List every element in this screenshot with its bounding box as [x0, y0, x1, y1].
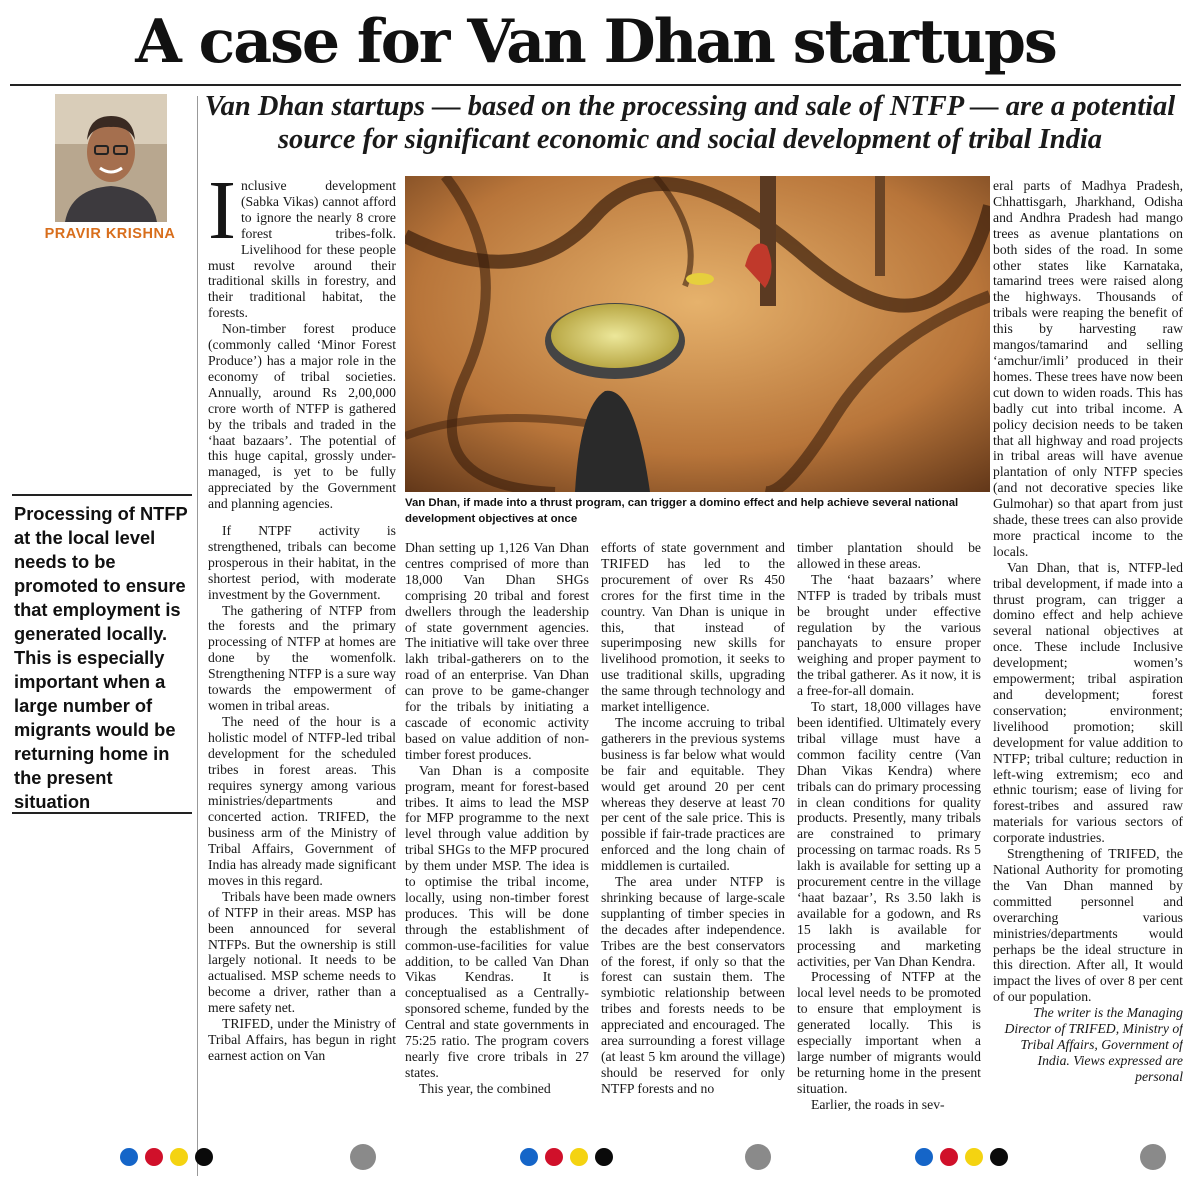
col5-paragraph-5: Earlier, the roads in sev- — [811, 1096, 945, 1112]
col4-paragraph-2: The income accruing to tribal gatherers in the previous systems business is far below what would be fair and equitable. They would get around 20 per cent whereas they deserve at least 70 per cent of the sale price. This is possible if fair-trade practices are enforced and the long chain of middlemen is curtailed. — [601, 714, 785, 874]
pull-quote: Processing of NTFP at the local level needs to be promoted to ensure that employment is generated locally. This is especially important when a large number of migrants would be returning home in the present situation — [14, 503, 188, 812]
col6-paragraph-1: eral parts of Madhya Pradesh, Chhattisgarh, Jharkhand, Odisha and Andhra Pradesh had mango trees as avenue plantations on both sides of the road. In some other states like Karnataka, tamarind trees were raised along the highways. Thousands of tribals were reaping the benefit of this by harvesting raw mangos/tamarind and selling ‘amchur/imli’ produced in their homes. These trees have now been cut down to widen roads. This has badly cut into tribal income. A policy decision needs to be taken that all highway and road projects in tribal areas will have avenue plantation of only NTFP species (and not decorative species like Gulmohar) so that apart from just shade, these trees can also provide more practical income to the locals. — [993, 178, 1183, 559]
article-column-1 — [208, 178, 396, 518]
article-column-6 — [993, 178, 1183, 1132]
registration-dot-blue — [520, 1148, 538, 1166]
registration-dot-red — [545, 1148, 563, 1166]
column-rule — [197, 96, 198, 1176]
col3-paragraph-2: Van Dhan is a composite program, meant for forest-based tribes. It aims to lead the MSP for MFP programme to the next level through value addition by tribal SHGs to the MFP procured by them under MSP. The idea is to optimise the tribal income, locally, using non-timber forest produces. This will be done through the establishment of common-use-facilities for value addition, to be called Van Dhan Vikas Kendras. It is conceptualised as a Centrally-sponsored scheme, funded by the Central and state governments in 75:25 ratio. The program covers nearly five crore tribals in 27 states. — [405, 762, 589, 1080]
article-column-4 — [601, 540, 785, 1132]
col4-paragraph-3: The area under NTFP is shrinking because of large-scale supplanting of timber species in the decades after independence. Tribes are the best conservators of the forest, if only so that the forest can sustain them. The symbiotic relationship between tribes and forests needs to be appreciated and encouraged. The area surrounding a forest village (at least 5 km around the village) should be reserved for only NTFP forests and no — [601, 874, 785, 1096]
article-column-5 — [797, 540, 981, 1132]
registration-dot-red — [145, 1148, 163, 1166]
drop-cap: I — [208, 178, 236, 257]
author-signoff: The writer is the Managing Director of TRIFED, Ministry of Tribal Affairs, Government of India. Views expressed are personal — [1004, 1005, 1183, 1084]
col2-paragraph-4: Tribals have been made owners of NTFP in their areas. MSP has been announced for several NTFPs. But the ownership is still largely notional. It needs to be actualised. MSP scheme needs to become a driver, rather than a mere safety net. — [208, 888, 396, 1016]
article-column-2 — [208, 523, 396, 1131]
col2-paragraph-1: If NTPF activity is strengthened, tribals can become prosperous in their habitat, in the shortest period, with moderate investment by the Government. — [208, 523, 396, 602]
col5-paragraph-3: To start, 18,000 villages have been identified. Ultimately every tribal village must have a common facility centre (Van Dhan Vikas Kendra) where tribals can do primary processing in clean conditions for quality products. Presently, many tribals are constrained to primary processing on tarmac roads. Rs 5 lakh is available for setting up a procurement centre in the village ‘haat bazaar’, Rs 3.50 lakh is available for a godown, and Rs 15 lakh is available for processing and marketing activities, per Van Dhan Kendra. — [797, 699, 981, 969]
col1-paragraph-2: Non-timber forest produce (commonly called ‘Minor Forest Produce’) has a major role in the economy of tribal societies. Annually, around Rs 2,00,000 crore worth of NTFP is gathered by the tribals and traded in the ‘haat bazaars’. The potential of this huge capital, grossly under-managed, is yet to be fully appreciated by the Government and planning agencies. — [208, 321, 396, 512]
registration-dot-yellow — [570, 1148, 588, 1166]
author-photo — [55, 94, 167, 222]
registration-dot-black — [990, 1148, 1008, 1166]
col1-paragraph-1: nclusive development (Sabka Vikas) cannot afford to ignore the nearly 8 crore forest tribes-folk. Livelihood for these people must revolve around their traditional skills in forestry, and their traditional habitat, the forests. — [208, 178, 396, 321]
col5-paragraph-4: Processing of NTFP at the local level needs to be promoted to ensure that employment is generated locally. This is especially important when a large number of migrants would be returning home in the present situation. — [797, 969, 981, 1096]
col6-paragraph-3: Strengthening of TRIFED, the National Authority for promoting the Van Dhan manned by committed personnel and overarching various ministries/departments would perhaps be the ideal structure in this direction. After all, It would impact the lives of over 8 per cent of our population. — [993, 846, 1183, 1005]
col2-paragraph-2: The gathering of NTFP from the forests and the primary processing of NTFP at homes are done by the womenfolk. Strengthening NTFP is a sure way towards the empowerment of women in tribal areas. — [208, 602, 396, 713]
registration-dot-yellow — [965, 1148, 983, 1166]
registration-dot-black — [195, 1148, 213, 1166]
pullquote-top-rule — [12, 494, 192, 496]
print-registration-marks — [0, 1140, 1191, 1200]
col4-paragraph-1: efforts of state government and TRIFED has led to the procurement of over Rs 450 crores for the first time in the country. Van Dhan is unique in this, that instead of superimposing new skills for livelihood promotion, it seeks to use traditional skills, upgrading the same through technology and market intelligence. — [601, 540, 785, 715]
pullquote-bottom-rule — [12, 812, 192, 814]
registration-dot-grey — [350, 1144, 376, 1170]
registration-dot-grey — [745, 1144, 771, 1170]
article-photo — [405, 176, 990, 492]
headline-rule — [10, 84, 1181, 86]
registration-dot-grey — [1140, 1144, 1166, 1170]
col6-paragraph-2: Van Dhan, that is, NTFP-led tribal development, if made into a thrust program, can trigger a domino effect and help achieve several national objectives at once. These include Inclusive development; women’s empowerment; tribal aspiration and development; forest conservation; environment; livelihood promotion; skill development for value addition to NTFP; tribal culture; reduction in left-wing extremism; eco and ethnic tourism; ease of living for forest-tribes and assured raw materials for various sectors of corporate industries. — [993, 559, 1183, 846]
article-column-3 — [405, 540, 589, 1132]
col5-paragraph-2: The ‘haat bazaars’ where NTFP is traded by tribals must be brought under effective regulation by the various panchayats to ensure proper weighing and proper payment to the tribal gatherer. As it now, it is a free-for-all domain. — [797, 571, 981, 699]
registration-dot-black — [595, 1148, 613, 1166]
col2-paragraph-3: The need of the hour is a holistic model of NTFP-led tribal development for the scheduled tribes in forest areas. This requires synergy among various ministries/departments and concerted action. TRIFED, the business arm of the Ministry of Tribal Affairs, Government of India has already made significant moves in this regard. — [208, 713, 396, 888]
registration-dot-blue — [915, 1148, 933, 1166]
col2-paragraph-5: TRIFED, under the Ministry of Tribal Affairs, has begun in right earnest action on Van — [208, 1016, 396, 1063]
registration-dot-red — [940, 1148, 958, 1166]
registration-dot-blue — [120, 1148, 138, 1166]
col3-paragraph-3: This year, the combined — [419, 1080, 551, 1096]
author-byline: PRAVIR KRISHNA — [44, 226, 176, 242]
photo-caption: Van Dhan, if made into a thrust program, can trigger a domino effect and help achieve several national development objectives at once — [405, 497, 959, 525]
headline: A case for Van Dhan startups — [135, 7, 1056, 77]
deck-subheadline: Van Dhan startups — based on the processing and sale of NTFP — are a potential source for significant economic and social development of tribal India — [204, 91, 1176, 155]
registration-dot-yellow — [170, 1148, 188, 1166]
col5-paragraph-1: timber plantation should be allowed in these areas. — [797, 540, 981, 571]
col3-paragraph-1: Dhan setting up 1,126 Van Dhan centres comprised of more than 18,000 Van Dhan SHGs comprising 20 tribal and forest dwellers through the leadership of state government agencies. The initiative will take over three lakh tribal-gatherers on to the road of an enterprise. Van Dhan can prove to be game-changer for the tribals by initiating a cascade of economic activity based on value addition of non-timber forest produces. — [405, 540, 589, 762]
